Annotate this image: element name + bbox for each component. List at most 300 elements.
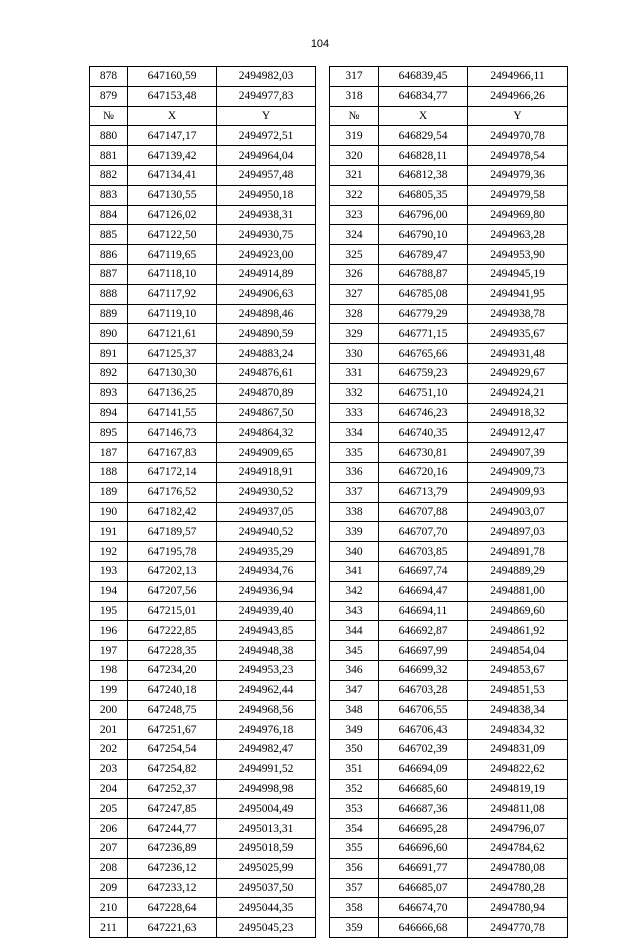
point-number-cell: 887	[90, 264, 128, 284]
x-coordinate-cell: 647176,52	[128, 482, 217, 502]
point-number-cell: 326	[330, 264, 379, 284]
column-gap	[316, 522, 330, 542]
y-coordinate-cell: 2494966,26	[468, 86, 568, 106]
y-coordinate-cell: 2494898,46	[217, 304, 316, 324]
y-coordinate-cell: 2494940,52	[217, 522, 316, 542]
y-coordinate-cell: 2494998,98	[217, 779, 316, 799]
point-number-cell: 353	[330, 799, 379, 819]
y-coordinate-cell: 2494861,92	[468, 621, 568, 641]
x-coordinate-cell: 647248,75	[128, 700, 217, 720]
point-number-cell: 196	[90, 621, 128, 641]
x-coordinate-cell: 646694,47	[379, 581, 468, 601]
y-coordinate-cell: 2494924,21	[468, 383, 568, 403]
y-coordinate-cell: 2494851,53	[468, 680, 568, 700]
x-coordinate-cell: 647172,14	[128, 462, 217, 482]
point-number-cell: 340	[330, 542, 379, 562]
point-number-cell: 318	[330, 86, 379, 106]
y-coordinate-cell: 2494979,58	[468, 185, 568, 205]
y-coordinate-cell: 2494953,90	[468, 245, 568, 265]
point-number-cell: 321	[330, 165, 379, 185]
point-number-cell: 189	[90, 482, 128, 502]
x-coordinate-cell: 646692,87	[379, 621, 468, 641]
y-coordinate-cell: 2494991,52	[217, 759, 316, 779]
y-coordinate-cell: 2494968,56	[217, 700, 316, 720]
y-coordinate-cell: 2495025,99	[217, 858, 316, 878]
point-number-cell: 891	[90, 344, 128, 364]
point-number-cell: 191	[90, 522, 128, 542]
point-number-cell: 204	[90, 779, 128, 799]
x-coordinate-cell: 647252,37	[128, 779, 217, 799]
y-coordinate-cell: 2494853,67	[468, 660, 568, 680]
point-number-cell: 317	[330, 67, 379, 87]
table-row	[90, 482, 568, 502]
point-number-cell: 337	[330, 482, 379, 502]
table-row	[90, 858, 568, 878]
table-row	[90, 185, 568, 205]
y-coordinate-cell: 2494881,00	[468, 581, 568, 601]
x-coordinate-cell: 646740,35	[379, 423, 468, 443]
column-gap	[316, 403, 330, 423]
y-coordinate-cell: 2494918,91	[217, 462, 316, 482]
point-number-cell: 201	[90, 720, 128, 740]
point-number-cell: 197	[90, 641, 128, 661]
column-gap	[316, 344, 330, 364]
x-coordinate-cell: 647125,37	[128, 344, 217, 364]
x-coordinate-cell: 646713,79	[379, 482, 468, 502]
point-number-cell: 885	[90, 225, 128, 245]
y-coordinate-cell: 2494962,44	[217, 680, 316, 700]
point-number-cell: 345	[330, 641, 379, 661]
y-coordinate-cell: 2494969,80	[468, 205, 568, 225]
table-row	[90, 324, 568, 344]
column-gap	[316, 284, 330, 304]
x-coordinate-cell: 646785,08	[379, 284, 468, 304]
point-number-cell: 359	[330, 918, 379, 938]
y-coordinate-cell: 2494831,09	[468, 740, 568, 760]
column-gap	[316, 680, 330, 700]
point-number-cell: 331	[330, 363, 379, 383]
point-number-cell: 193	[90, 561, 128, 581]
x-coordinate-cell: 647122,50	[128, 225, 217, 245]
y-coordinate-cell: 2494889,29	[468, 561, 568, 581]
point-number-cell: 195	[90, 601, 128, 621]
point-number-cell: 351	[330, 759, 379, 779]
point-number-cell: 330	[330, 344, 379, 364]
y-coordinate-cell: 2494918,32	[468, 403, 568, 423]
y-coordinate-cell: 2494838,34	[468, 700, 568, 720]
point-number-cell: 203	[90, 759, 128, 779]
y-coordinate-cell: 2494970,78	[468, 126, 568, 146]
y-coordinate-cell: 2494909,93	[468, 482, 568, 502]
column-header: №	[330, 106, 379, 126]
x-coordinate-cell: 646707,88	[379, 502, 468, 522]
y-coordinate-cell: 2494909,73	[468, 462, 568, 482]
y-coordinate-cell: 2494930,75	[217, 225, 316, 245]
y-coordinate-cell: 2494876,61	[217, 363, 316, 383]
y-coordinate-cell: 2494937,05	[217, 502, 316, 522]
column-gap	[316, 86, 330, 106]
y-coordinate-cell: 2494957,48	[217, 165, 316, 185]
table-row	[90, 740, 568, 760]
y-coordinate-cell: 2494982,03	[217, 67, 316, 87]
point-number-cell: 208	[90, 858, 128, 878]
x-coordinate-cell: 647228,64	[128, 898, 217, 918]
point-number-cell: 319	[330, 126, 379, 146]
table-row	[90, 146, 568, 166]
x-coordinate-cell: 647251,67	[128, 720, 217, 740]
y-coordinate-cell: 2495037,50	[217, 878, 316, 898]
table-row	[90, 779, 568, 799]
point-number-cell: 328	[330, 304, 379, 324]
table-row	[90, 581, 568, 601]
x-coordinate-cell: 646765,66	[379, 344, 468, 364]
y-coordinate-cell: 2494936,94	[217, 581, 316, 601]
column-gap	[316, 700, 330, 720]
x-coordinate-cell: 646720,16	[379, 462, 468, 482]
x-coordinate-cell: 646694,09	[379, 759, 468, 779]
x-coordinate-cell: 647236,12	[128, 858, 217, 878]
x-coordinate-cell: 646746,23	[379, 403, 468, 423]
y-coordinate-cell: 2494953,23	[217, 660, 316, 680]
x-coordinate-cell: 646771,15	[379, 324, 468, 344]
x-coordinate-cell: 646751,10	[379, 383, 468, 403]
point-number-cell: 323	[330, 205, 379, 225]
point-number-cell: 199	[90, 680, 128, 700]
point-number-cell: 886	[90, 245, 128, 265]
table-row	[90, 700, 568, 720]
column-gap	[316, 819, 330, 839]
column-gap	[316, 779, 330, 799]
x-coordinate-cell: 647247,85	[128, 799, 217, 819]
column-gap	[316, 324, 330, 344]
x-coordinate-cell: 646789,47	[379, 245, 468, 265]
point-number-cell: 325	[330, 245, 379, 265]
point-number-cell: 883	[90, 185, 128, 205]
point-number-cell: 893	[90, 383, 128, 403]
x-coordinate-cell: 647141,55	[128, 403, 217, 423]
table-row	[90, 423, 568, 443]
x-coordinate-cell: 646805,35	[379, 185, 468, 205]
column-gap	[316, 423, 330, 443]
x-coordinate-cell: 646685,60	[379, 779, 468, 799]
point-number-cell: 890	[90, 324, 128, 344]
column-header: X	[379, 106, 468, 126]
point-number-cell: 880	[90, 126, 128, 146]
x-coordinate-cell: 646696,60	[379, 839, 468, 859]
x-coordinate-cell: 646707,70	[379, 522, 468, 542]
y-coordinate-cell: 2494780,94	[468, 898, 568, 918]
point-number-cell: 334	[330, 423, 379, 443]
y-coordinate-cell: 2494891,78	[468, 542, 568, 562]
point-number-cell: 881	[90, 146, 128, 166]
table-row	[90, 126, 568, 146]
point-number-cell: 344	[330, 621, 379, 641]
column-gap	[316, 542, 330, 562]
point-number-cell: 879	[90, 86, 128, 106]
column-gap	[316, 720, 330, 740]
y-coordinate-cell: 2494938,31	[217, 205, 316, 225]
x-coordinate-cell: 647146,73	[128, 423, 217, 443]
table-row	[90, 383, 568, 403]
column-gap	[316, 759, 330, 779]
x-coordinate-cell: 647182,42	[128, 502, 217, 522]
y-coordinate-cell: 2494780,08	[468, 858, 568, 878]
y-coordinate-cell: 2494864,32	[217, 423, 316, 443]
column-gap	[316, 126, 330, 146]
x-coordinate-cell: 647207,56	[128, 581, 217, 601]
point-number-cell: 350	[330, 740, 379, 760]
point-number-cell: 358	[330, 898, 379, 918]
x-coordinate-cell: 646703,85	[379, 542, 468, 562]
x-coordinate-cell: 646828,11	[379, 146, 468, 166]
x-coordinate-cell: 646674,70	[379, 898, 468, 918]
point-number-cell: 329	[330, 324, 379, 344]
table-row	[90, 225, 568, 245]
y-coordinate-cell: 2494972,51	[217, 126, 316, 146]
coordinates-table	[89, 66, 568, 938]
y-coordinate-cell: 2494966,11	[468, 67, 568, 87]
y-coordinate-cell: 2494907,39	[468, 443, 568, 463]
y-coordinate-cell: 2494780,28	[468, 878, 568, 898]
y-coordinate-cell: 2494906,63	[217, 284, 316, 304]
point-number-cell: 187	[90, 443, 128, 463]
table-row	[90, 660, 568, 680]
point-number-cell: 352	[330, 779, 379, 799]
point-number-cell: 207	[90, 839, 128, 859]
x-coordinate-cell: 647139,42	[128, 146, 217, 166]
column-gap	[316, 443, 330, 463]
x-coordinate-cell: 646706,43	[379, 720, 468, 740]
point-number-cell: 355	[330, 839, 379, 859]
x-coordinate-cell: 647117,92	[128, 284, 217, 304]
y-coordinate-cell: 2494897,03	[468, 522, 568, 542]
point-number-cell: 188	[90, 462, 128, 482]
x-coordinate-cell: 646788,87	[379, 264, 468, 284]
point-number-cell: 320	[330, 146, 379, 166]
table-row	[90, 561, 568, 581]
y-coordinate-cell: 2494979,36	[468, 165, 568, 185]
y-coordinate-cell: 2494978,54	[468, 146, 568, 166]
y-coordinate-cell: 2494909,65	[217, 443, 316, 463]
x-coordinate-cell: 647228,35	[128, 641, 217, 661]
x-coordinate-cell: 646695,28	[379, 819, 468, 839]
table-row	[90, 898, 568, 918]
table-row	[90, 542, 568, 562]
x-coordinate-cell: 647134,41	[128, 165, 217, 185]
x-coordinate-cell: 646694,11	[379, 601, 468, 621]
y-coordinate-cell: 2494935,29	[217, 542, 316, 562]
x-coordinate-cell: 647160,59	[128, 67, 217, 87]
y-coordinate-cell: 2494819,19	[468, 779, 568, 799]
column-gap	[316, 660, 330, 680]
point-number-cell: 332	[330, 383, 379, 403]
y-coordinate-cell: 2494950,18	[217, 185, 316, 205]
table-row	[90, 205, 568, 225]
x-coordinate-cell: 647222,85	[128, 621, 217, 641]
table-row	[90, 403, 568, 423]
point-number-cell: 339	[330, 522, 379, 542]
y-coordinate-cell: 2495004,49	[217, 799, 316, 819]
column-gap	[316, 898, 330, 918]
x-coordinate-cell: 646702,39	[379, 740, 468, 760]
point-number-cell: 322	[330, 185, 379, 205]
y-coordinate-cell: 2495045,23	[217, 918, 316, 938]
point-number-cell: 211	[90, 918, 128, 938]
table-row	[90, 462, 568, 482]
y-coordinate-cell: 2494870,89	[217, 383, 316, 403]
table-row	[90, 799, 568, 819]
x-coordinate-cell: 646796,00	[379, 205, 468, 225]
y-coordinate-cell: 2494923,00	[217, 245, 316, 265]
column-header: X	[128, 106, 217, 126]
x-coordinate-cell: 647130,55	[128, 185, 217, 205]
point-number-cell: 357	[330, 878, 379, 898]
header-row	[90, 106, 568, 126]
y-coordinate-cell: 2494939,40	[217, 601, 316, 621]
table-row	[90, 284, 568, 304]
point-number-cell: 210	[90, 898, 128, 918]
column-gap	[316, 641, 330, 661]
x-coordinate-cell: 647240,18	[128, 680, 217, 700]
y-coordinate-cell: 2494963,28	[468, 225, 568, 245]
column-gap	[316, 482, 330, 502]
column-header: №	[90, 106, 128, 126]
column-gap	[316, 581, 330, 601]
x-coordinate-cell: 647244,77	[128, 819, 217, 839]
table-row	[90, 344, 568, 364]
x-coordinate-cell: 646812,38	[379, 165, 468, 185]
y-coordinate-cell: 2494796,07	[468, 819, 568, 839]
point-number-cell: 356	[330, 858, 379, 878]
point-number-cell: 347	[330, 680, 379, 700]
table-row	[90, 759, 568, 779]
column-gap	[316, 740, 330, 760]
point-number-cell: 209	[90, 878, 128, 898]
point-number-cell: 333	[330, 403, 379, 423]
y-coordinate-cell: 2494912,47	[468, 423, 568, 443]
point-number-cell: 327	[330, 284, 379, 304]
x-coordinate-cell: 647215,01	[128, 601, 217, 621]
y-coordinate-cell: 2495018,59	[217, 839, 316, 859]
x-coordinate-cell: 647195,78	[128, 542, 217, 562]
point-number-cell: 889	[90, 304, 128, 324]
point-number-cell: 354	[330, 819, 379, 839]
point-number-cell: 324	[330, 225, 379, 245]
point-number-cell: 895	[90, 423, 128, 443]
x-coordinate-cell: 646703,28	[379, 680, 468, 700]
column-gap	[316, 304, 330, 324]
y-coordinate-cell: 2494977,83	[217, 86, 316, 106]
point-number-cell: 882	[90, 165, 128, 185]
y-coordinate-cell: 2494890,59	[217, 324, 316, 344]
x-coordinate-cell: 646697,99	[379, 641, 468, 661]
table-row	[90, 67, 568, 87]
x-coordinate-cell: 647126,02	[128, 205, 217, 225]
x-coordinate-cell: 646829,54	[379, 126, 468, 146]
page-number: 104	[310, 38, 330, 50]
x-coordinate-cell: 647233,12	[128, 878, 217, 898]
point-number-cell: 348	[330, 700, 379, 720]
y-coordinate-cell: 2495044,35	[217, 898, 316, 918]
point-number-cell: 894	[90, 403, 128, 423]
column-gap	[316, 878, 330, 898]
table-row	[90, 304, 568, 324]
column-gap	[316, 185, 330, 205]
y-coordinate-cell: 2494931,48	[468, 344, 568, 364]
x-coordinate-cell: 646839,45	[379, 67, 468, 87]
column-gap	[316, 621, 330, 641]
y-coordinate-cell: 2494883,24	[217, 344, 316, 364]
x-coordinate-cell: 647119,10	[128, 304, 217, 324]
y-coordinate-cell: 2494854,04	[468, 641, 568, 661]
x-coordinate-cell: 646834,77	[379, 86, 468, 106]
column-gap	[316, 67, 330, 87]
point-number-cell: 198	[90, 660, 128, 680]
y-coordinate-cell: 2494903,07	[468, 502, 568, 522]
column-gap	[316, 264, 330, 284]
point-number-cell: 888	[90, 284, 128, 304]
column-gap	[316, 205, 330, 225]
x-coordinate-cell: 647119,65	[128, 245, 217, 265]
x-coordinate-cell: 646699,32	[379, 660, 468, 680]
y-coordinate-cell: 2494964,04	[217, 146, 316, 166]
y-coordinate-cell: 2494869,60	[468, 601, 568, 621]
point-number-cell: 341	[330, 561, 379, 581]
x-coordinate-cell: 646687,36	[379, 799, 468, 819]
table-row	[90, 86, 568, 106]
column-gap	[316, 106, 330, 126]
table-row	[90, 680, 568, 700]
y-coordinate-cell: 2494930,52	[217, 482, 316, 502]
column-header: Y	[217, 106, 316, 126]
x-coordinate-cell: 647234,20	[128, 660, 217, 680]
y-coordinate-cell: 2494867,50	[217, 403, 316, 423]
x-coordinate-cell: 647254,54	[128, 740, 217, 760]
table-row	[90, 522, 568, 542]
table-row	[90, 621, 568, 641]
x-coordinate-cell: 646730,81	[379, 443, 468, 463]
x-coordinate-cell: 647189,57	[128, 522, 217, 542]
table-row	[90, 601, 568, 621]
point-number-cell: 892	[90, 363, 128, 383]
column-gap	[316, 165, 330, 185]
table-row	[90, 819, 568, 839]
column-gap	[316, 918, 330, 938]
x-coordinate-cell: 646790,10	[379, 225, 468, 245]
x-coordinate-cell: 646759,23	[379, 363, 468, 383]
x-coordinate-cell: 646697,74	[379, 561, 468, 581]
column-gap	[316, 601, 330, 621]
table-row	[90, 502, 568, 522]
y-coordinate-cell: 2494935,67	[468, 324, 568, 344]
table-row	[90, 720, 568, 740]
x-coordinate-cell: 646706,55	[379, 700, 468, 720]
column-gap	[316, 225, 330, 245]
column-gap	[316, 799, 330, 819]
y-coordinate-cell: 2495013,31	[217, 819, 316, 839]
point-number-cell: 878	[90, 67, 128, 87]
x-coordinate-cell: 646666,68	[379, 918, 468, 938]
y-coordinate-cell: 2494938,78	[468, 304, 568, 324]
column-gap	[316, 383, 330, 403]
y-coordinate-cell: 2494784,62	[468, 839, 568, 859]
column-gap	[316, 245, 330, 265]
column-gap	[316, 561, 330, 581]
table-row	[90, 918, 568, 938]
point-number-cell: 349	[330, 720, 379, 740]
column-gap	[316, 363, 330, 383]
column-gap	[316, 502, 330, 522]
